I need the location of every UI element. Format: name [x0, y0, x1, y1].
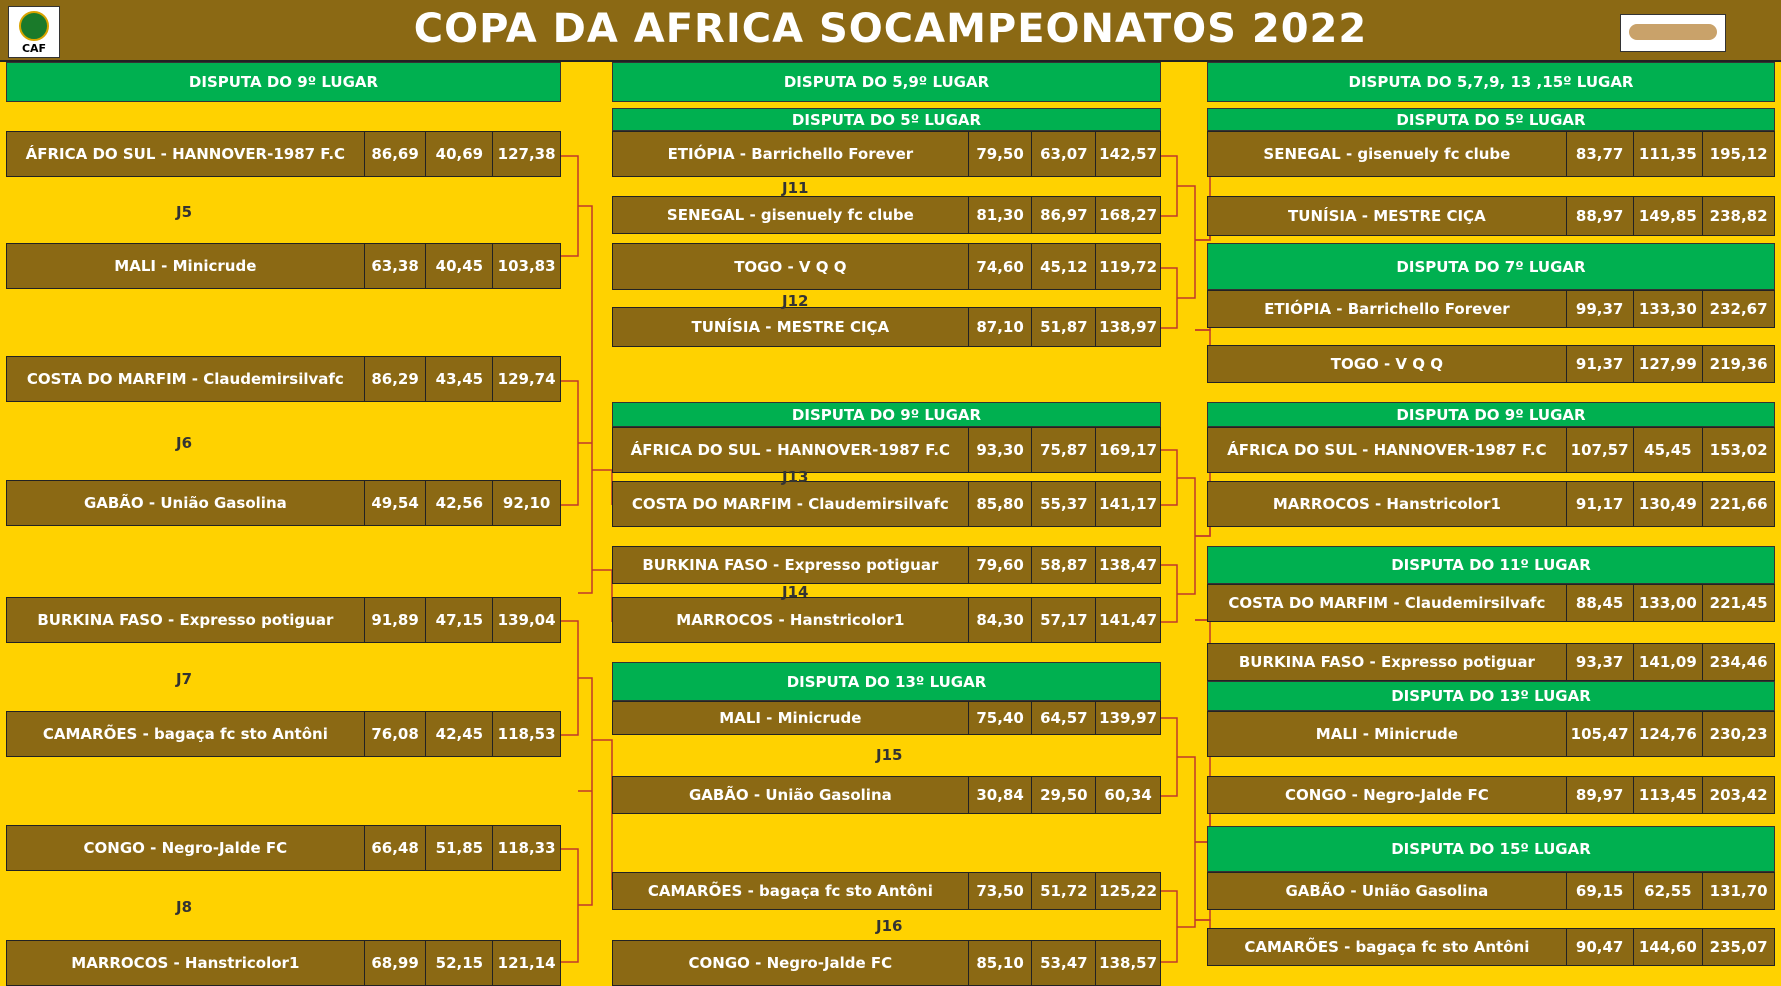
team-name-cell: MALI - Minicrude [613, 702, 969, 734]
score-a-cell: 85,10 [969, 941, 1033, 985]
total-score-cell: 230,23 [1709, 725, 1768, 743]
total-score-cell: 142,57 [1099, 145, 1158, 163]
match-row [6, 711, 561, 757]
section-header-5th: DISPUTA DO 5º LUGAR [612, 108, 1161, 131]
score-a-cell: 74,60 [969, 244, 1033, 289]
score-a-cell: 81,30 [969, 197, 1033, 233]
total-score-cell: 232,67 [1709, 300, 1768, 318]
score-a-cell: 84,30 [969, 598, 1033, 642]
score-b-cell: 57,17 [1032, 598, 1096, 642]
score-b-cell: 43,45 [426, 357, 493, 401]
match-row [6, 825, 561, 871]
total-score-cell: 92,10 [502, 494, 551, 512]
match-row [6, 480, 561, 526]
total-score-cell: 203,42 [1709, 786, 1768, 804]
match-row [612, 701, 1161, 735]
score-a-cell: 91,17 [1567, 482, 1634, 526]
match-row [1207, 872, 1775, 910]
total-score-cell: 118,53 [497, 725, 556, 743]
column-header-5-15th: DISPUTA DO 5,7,9, 13 ,15º LUGAR [1207, 62, 1775, 102]
total-score-cell: 60,34 [1104, 786, 1152, 804]
total-score-cell: 129,74 [497, 370, 556, 388]
team-name-cell: ÁFRICA DO SUL - HANNOVER-1987 F.C [613, 428, 969, 472]
score-a-cell: 49,54 [365, 481, 427, 525]
team-name-cell: TOGO - V Q Q [613, 244, 969, 289]
game-label-j7: J7 [176, 670, 193, 688]
score-a-cell: 75,40 [969, 702, 1033, 734]
score-b-cell: 133,30 [1634, 291, 1704, 327]
team-name-cell: CAMARÕES - bagaça fc sto Antôni [1208, 929, 1567, 965]
score-b-cell: 62,55 [1634, 873, 1704, 909]
score-b-cell: 52,15 [426, 941, 493, 985]
match-row [1207, 711, 1775, 757]
match-row [612, 196, 1161, 234]
score-b-cell: 149,85 [1634, 197, 1704, 235]
team-name-cell: MARROCOS - Hanstricolor1 [1208, 482, 1567, 526]
team-name-cell: GABÃO - União Gasolina [613, 777, 969, 813]
section-header-11th: DISPUTA DO 11º LUGAR [1207, 546, 1775, 584]
game-label-j6: J6 [176, 434, 193, 452]
score-b-cell: 124,76 [1634, 712, 1704, 756]
score-b-cell: 133,00 [1634, 585, 1704, 621]
score-a-cell: 73,50 [969, 873, 1033, 909]
total-score-cell: 195,12 [1709, 145, 1768, 163]
team-name-cell: CONGO - Negro-Jalde FC [613, 941, 969, 985]
score-a-cell: 87,10 [969, 308, 1033, 346]
team-name-cell: TOGO - V Q Q [1208, 346, 1567, 382]
score-a-cell: 79,60 [969, 547, 1033, 583]
team-name-cell: SENEGAL - gisenuely fc clube [613, 197, 969, 233]
team-name-cell: MARROCOS - Hanstricolor1 [613, 598, 969, 642]
match-row [6, 356, 561, 402]
team-name-cell: CAMARÕES - bagaça fc sto Antôni [7, 712, 365, 756]
score-a-cell: 69,15 [1567, 873, 1634, 909]
match-row [612, 243, 1161, 290]
match-row [1207, 345, 1775, 383]
total-score-cell: 121,14 [497, 954, 556, 972]
section-header-9th: DISPUTA DO 9º LUGAR [612, 402, 1161, 427]
team-name-cell: ETIÓPIA - Barrichello Forever [613, 132, 969, 176]
score-b-cell: 51,85 [426, 826, 493, 870]
score-b-cell: 51,87 [1032, 308, 1096, 346]
total-score-cell: 103,83 [497, 257, 556, 275]
total-score-cell: 238,82 [1709, 207, 1768, 225]
total-score-cell: 127,38 [497, 145, 556, 163]
match-row [1207, 427, 1775, 473]
team-name-cell: BURKINA FASO - Expresso potiguar [7, 598, 365, 642]
total-score-cell: 138,97 [1099, 318, 1158, 336]
score-b-cell: 64,57 [1032, 702, 1096, 734]
team-name-cell: COSTA DO MARFIM - Claudemirsilvafc [1208, 585, 1567, 621]
team-name-cell: MARROCOS - Hanstricolor1 [7, 941, 365, 985]
total-score-cell: 169,17 [1099, 441, 1158, 459]
score-b-cell: 47,15 [426, 598, 493, 642]
match-row [612, 481, 1161, 527]
column-header-5-9th: DISPUTA DO 5,9º LUGAR [612, 62, 1161, 102]
score-b-cell: 29,50 [1032, 777, 1096, 813]
score-b-cell: 42,56 [426, 481, 493, 525]
score-b-cell: 111,35 [1634, 132, 1704, 176]
section-header-9th: DISPUTA DO 9º LUGAR [1207, 402, 1775, 427]
score-a-cell: 91,37 [1567, 346, 1634, 382]
match-row [612, 872, 1161, 910]
score-b-cell: 63,07 [1032, 132, 1096, 176]
score-a-cell: 76,08 [365, 712, 427, 756]
score-a-cell: 99,37 [1567, 291, 1634, 327]
score-b-cell: 45,45 [1634, 428, 1704, 472]
team-name-cell: GABÃO - União Gasolina [1208, 873, 1567, 909]
score-a-cell: 93,30 [969, 428, 1033, 472]
team-name-cell: GABÃO - União Gasolina [7, 481, 365, 525]
score-b-cell: 45,12 [1032, 244, 1096, 289]
team-name-cell: CAMARÕES - bagaça fc sto Antôni [613, 873, 969, 909]
score-a-cell: 85,80 [969, 482, 1033, 526]
score-a-cell: 105,47 [1567, 712, 1634, 756]
score-b-cell: 53,47 [1032, 941, 1096, 985]
game-label-j12: J12 [782, 292, 809, 310]
team-name-cell: SENEGAL - gisenuely fc clube [1208, 132, 1567, 176]
match-row [1207, 290, 1775, 328]
total-score-cell: 221,45 [1709, 594, 1768, 612]
score-b-cell: 55,37 [1032, 482, 1096, 526]
score-a-cell: 90,47 [1567, 929, 1634, 965]
match-row [1207, 928, 1775, 966]
team-name-cell: COSTA DO MARFIM - Claudemirsilvafc [613, 482, 969, 526]
total-score-cell: 141,17 [1099, 495, 1158, 513]
score-b-cell: 130,49 [1634, 482, 1704, 526]
match-row [612, 597, 1161, 643]
match-row [1207, 131, 1775, 177]
total-score-cell: 119,72 [1099, 257, 1158, 276]
team-name-cell: ÁFRICA DO SUL - HANNOVER-1987 F.C [7, 132, 365, 176]
total-score-cell: 125,22 [1099, 882, 1158, 900]
match-row [1207, 481, 1775, 527]
game-label-j16: J16 [876, 917, 903, 935]
score-a-cell: 86,29 [365, 357, 427, 401]
score-a-cell: 88,45 [1567, 585, 1634, 621]
score-b-cell: 40,69 [426, 132, 493, 176]
score-b-cell: 58,87 [1032, 547, 1096, 583]
match-row [612, 131, 1161, 177]
team-name-cell: BURKINA FASO - Expresso potiguar [1208, 644, 1567, 680]
score-a-cell: 93,37 [1567, 644, 1634, 680]
total-score-cell: 139,04 [497, 611, 556, 629]
score-b-cell: 141,09 [1634, 644, 1704, 680]
score-a-cell: 86,69 [365, 132, 427, 176]
match-row [6, 243, 561, 289]
score-b-cell: 75,87 [1032, 428, 1096, 472]
team-name-cell: TUNÍSIA - MESTRE CIÇA [1208, 197, 1567, 235]
game-label-j15: J15 [876, 746, 903, 764]
total-score-cell: 234,46 [1709, 653, 1768, 671]
game-label-j8: J8 [176, 898, 193, 916]
match-row [612, 427, 1161, 473]
match-row [612, 940, 1161, 986]
team-name-cell: BURKINA FASO - Expresso potiguar [613, 547, 969, 583]
team-name-cell: CONGO - Negro-Jalde FC [1208, 777, 1567, 813]
match-row [6, 597, 561, 643]
total-score-cell: 138,47 [1099, 556, 1158, 574]
team-name-cell: CONGO - Negro-Jalde FC [7, 826, 365, 870]
score-a-cell: 79,50 [969, 132, 1033, 176]
section-header-15th: DISPUTA DO 15º LUGAR [1207, 826, 1775, 872]
score-b-cell: 42,45 [426, 712, 493, 756]
score-b-cell: 86,97 [1032, 197, 1096, 233]
match-row [612, 307, 1161, 347]
score-a-cell: 88,97 [1567, 197, 1634, 235]
team-name-cell: MALI - Minicrude [7, 244, 365, 288]
section-header-13th: DISPUTA DO 13º LUGAR [1207, 681, 1775, 711]
score-a-cell: 30,84 [969, 777, 1033, 813]
match-row [1207, 584, 1775, 622]
score-b-cell: 127,99 [1634, 346, 1704, 382]
team-name-cell: COSTA DO MARFIM - Claudemirsilvafc [7, 357, 365, 401]
game-label-j5: J5 [176, 203, 193, 221]
total-score-cell: 168,27 [1099, 206, 1158, 224]
caf-logo-text: CAF [21, 42, 47, 55]
score-b-cell: 144,60 [1634, 929, 1704, 965]
match-row [1207, 776, 1775, 814]
score-a-cell: 91,89 [365, 598, 427, 642]
game-label-j11: J11 [782, 179, 809, 197]
team-name-cell: ÁFRICA DO SUL - HANNOVER-1987 F.C [1208, 428, 1567, 472]
score-b-cell: 51,72 [1032, 873, 1096, 909]
game-label-j13: J13 [782, 468, 809, 486]
team-name-cell: ETIÓPIA - Barrichello Forever [1208, 291, 1567, 327]
total-score-cell: 138,57 [1099, 954, 1158, 972]
score-b-cell: 113,45 [1634, 777, 1704, 813]
match-row [1207, 643, 1775, 681]
game-label-j14: J14 [782, 583, 809, 601]
match-row [6, 131, 561, 177]
score-a-cell: 68,99 [365, 941, 427, 985]
score-a-cell: 89,97 [1567, 777, 1634, 813]
section-header-5th: DISPUTA DO 5º LUGAR [1207, 108, 1775, 131]
match-row [6, 940, 561, 986]
section-header-13th: DISPUTA DO 13º LUGAR [612, 662, 1161, 701]
column-header-9th: DISPUTA DO 9º LUGAR [6, 62, 561, 102]
score-a-cell: 66,48 [365, 826, 427, 870]
total-score-cell: 139,97 [1099, 709, 1158, 727]
total-score-cell: 131,70 [1709, 882, 1768, 900]
total-score-cell: 235,07 [1709, 938, 1768, 956]
section-header-7th: DISPUTA DO 7º LUGAR [1207, 243, 1775, 290]
total-score-cell: 219,36 [1709, 355, 1768, 373]
total-score-cell: 118,33 [497, 839, 556, 857]
score-a-cell: 63,38 [365, 244, 427, 288]
score-a-cell: 83,77 [1567, 132, 1634, 176]
team-name-cell: TUNÍSIA - MESTRE CIÇA [613, 308, 969, 346]
match-row [1207, 196, 1775, 236]
score-b-cell: 40,45 [426, 244, 493, 288]
team-name-cell: MALI - Minicrude [1208, 712, 1567, 756]
total-score-cell: 221,66 [1709, 495, 1768, 513]
total-score-cell: 141,47 [1099, 611, 1158, 629]
match-row [612, 776, 1161, 814]
total-score-cell: 153,02 [1709, 441, 1768, 459]
match-row [612, 546, 1161, 584]
page-title: COPA DA AFRICA SOCAMPEONATOS 2022 [413, 6, 1368, 52]
score-a-cell: 107,57 [1567, 428, 1634, 472]
